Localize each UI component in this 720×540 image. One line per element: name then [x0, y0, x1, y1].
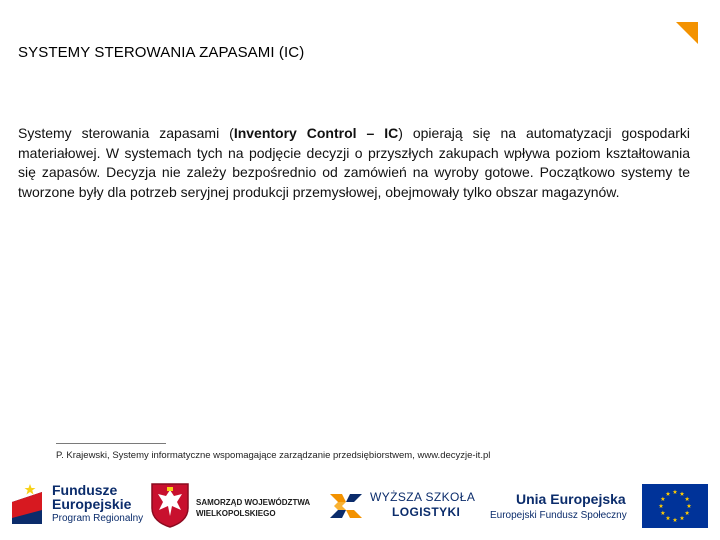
unia-europejska-logo	[490, 491, 627, 521]
samorzad-line1: SAMORZĄD WOJEWÓDZTWA	[196, 498, 311, 507]
fundusze-europejskie-logo	[52, 483, 143, 526]
fundusze-line3: Program Regionalny	[52, 513, 144, 524]
ue-line1: Unia Europejska	[516, 491, 626, 507]
fundusze-line1: Fundusze	[52, 482, 118, 498]
samorzad-logo-text	[196, 497, 310, 519]
wielkopolska-crest-icon	[150, 482, 190, 528]
wsl-line1: WYŻSZA SZKOŁA	[370, 490, 476, 504]
slide-body-paragraph	[18, 124, 690, 202]
fundusze-line2: Europejskie	[52, 496, 132, 512]
slide-title: SYSTEMY STEROWANIA ZAPASAMI (IC)	[18, 44, 305, 61]
fundusze-flag-icon	[12, 480, 42, 524]
footnote-citation: P. Krajewski, Systemy informatyczne wspomagające zarządzanie przedsiębiorstwem, www.decyzje-it.pl	[56, 450, 491, 461]
eu-flag-icon	[642, 484, 708, 528]
wsl-logo-icon	[326, 486, 366, 526]
corner-triangle-icon	[676, 22, 698, 44]
body-text-bold-term: Inventory Control – IC	[233, 125, 399, 141]
wsl-line2: LOGISTYKI	[392, 505, 461, 519]
ue-line2: Europejski Fundusz Społeczny	[490, 510, 627, 521]
samorzad-line2: WIELKOPOLSKIEGO	[196, 509, 276, 518]
footnote-divider	[56, 443, 166, 444]
body-text-start: Systemy sterowania zapasami (	[18, 125, 234, 141]
body-text-rest: ) opierają się na automatyzacji gospodarki materiałowej. W systemach tych na podjęcie decyzji o przyszłych zakupach wpływa poziom kształtowania się zapasów. Decyzja nie zależy bezpośrednio od zamówień na wyroby gotowe. Początkowo systemy te tworzone były dla potrzeb seryjnej produkcji przemysłowej, obejmowały tylko obszar magazynów.	[18, 125, 691, 200]
wyzsza-szkola-logistyki-logo	[370, 490, 475, 519]
